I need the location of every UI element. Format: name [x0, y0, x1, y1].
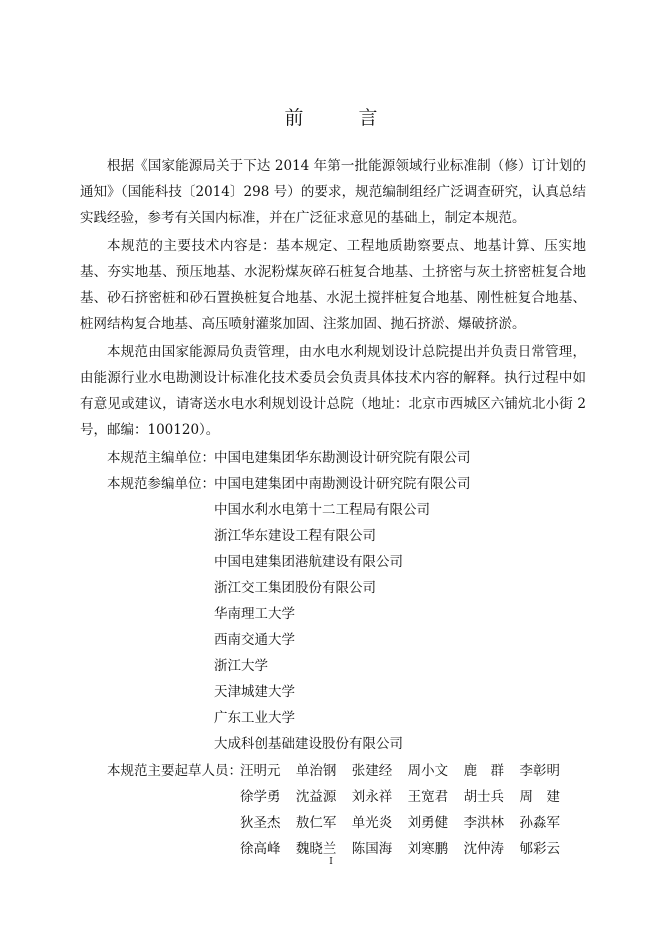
paragraph-basis: 根据《国家能源局关于下达 2014 年第一批能源领域行业标准制（修）订计划的通知》（国能科技〔2014〕298 号）的要求，规范编制组经广泛调查研究，认真总结实践经验，参考有关国内标准，并在广泛征求意见的基础上，制定本规范。	[80, 158, 586, 226]
drafter-name: 狄圣杰	[240, 815, 281, 831]
participating-org: 天津城建大学	[214, 684, 295, 700]
page-title: 前 言	[284, 107, 396, 129]
drafter-name: 徐学勇	[240, 789, 281, 805]
paragraph-technical-content: 本规范的主要技术内容是：基本规定、工程地质勘察要点、地基计算、压实地基、夯实地基、预压地基、水泥粉煤灰碎石桩复合地基、土挤密与灰土挤密桩复合地基、砂石挤密桩和砂石置换桩复合地基、水泥土搅拌桩复合地基、刚性桩复合地基、桩网结构复合地基、高压喷射灌浆加固、注浆加固、抛石挤淤、爆破挤淤。	[80, 238, 586, 332]
drafter-name: 刘永祥	[351, 789, 393, 805]
drafters-label: 本规范主要起草人员：	[107, 763, 242, 779]
drafter-name: 敖仁军	[295, 815, 337, 831]
drafter-name: 刘寒鹏	[407, 841, 449, 857]
drafter-name: 魏晓兰	[295, 841, 337, 857]
participating-org: 华南理工大学	[214, 606, 295, 622]
drafter-name: 郇彩云	[519, 841, 560, 857]
drafter-name: 刘勇健	[407, 815, 449, 831]
drafters-row	[240, 784, 560, 810]
participating-org: 中国电建集团港航建设有限公司	[214, 554, 403, 570]
drafters-row	[240, 810, 560, 836]
drafter-name: 徐高峰	[240, 841, 281, 857]
drafter-name: 李彰明	[519, 763, 560, 779]
chief-editor-label: 本规范主编单位：	[107, 450, 215, 466]
page-number: I	[329, 857, 333, 867]
drafter-name: 周 建	[519, 789, 560, 805]
drafter-name: 胡士兵	[463, 789, 505, 805]
drafter-name: 张建经	[351, 763, 393, 779]
drafter-name: 陈国海	[351, 841, 393, 857]
participating-org: 浙江大学	[214, 658, 268, 674]
participating-label: 本规范参编单位：	[107, 476, 215, 492]
drafter-name: 单治钢	[295, 763, 337, 779]
drafter-name: 李洪林	[463, 815, 505, 831]
participating-org: 广东工业大学	[214, 710, 295, 726]
paragraph-management: 本规范由国家能源局负责管理，由水电水利规划设计总院提出并负责日常管理，由能源行业水电勘测设计标准化技术委员会负责具体技术内容的解释。执行过程中如有意见或建议，请寄送水电水利规划设计总院（地址：北京市西城区六铺炕北小街 2 号，邮编：100120）。	[80, 344, 586, 438]
participating-org: 浙江华东建设工程有限公司	[214, 528, 376, 544]
participating-org: 中国水利水电第十二工程局有限公司	[214, 502, 430, 518]
participating-org: 西南交通大学	[214, 632, 295, 648]
participating-org: 浙江交工集团股份有限公司	[214, 580, 376, 596]
drafter-name: 鹿 群	[463, 763, 505, 779]
drafter-name: 沈益源	[295, 789, 337, 805]
drafter-name: 汪明元	[240, 763, 281, 779]
chief-editor-org: 中国电建集团华东勘测设计研究院有限公司	[214, 450, 471, 466]
drafters-row	[240, 758, 560, 784]
participating-org: 中国电建集团中南勘测设计研究院有限公司	[214, 476, 471, 492]
drafter-name: 周小文	[407, 763, 449, 779]
drafter-name: 单光炎	[351, 815, 393, 831]
drafter-name: 孙淼军	[519, 815, 560, 831]
drafter-name: 王宽君	[407, 789, 449, 805]
participating-org: 大成科创基础建设股份有限公司	[214, 736, 403, 752]
drafter-name: 沈仲涛	[463, 841, 505, 857]
